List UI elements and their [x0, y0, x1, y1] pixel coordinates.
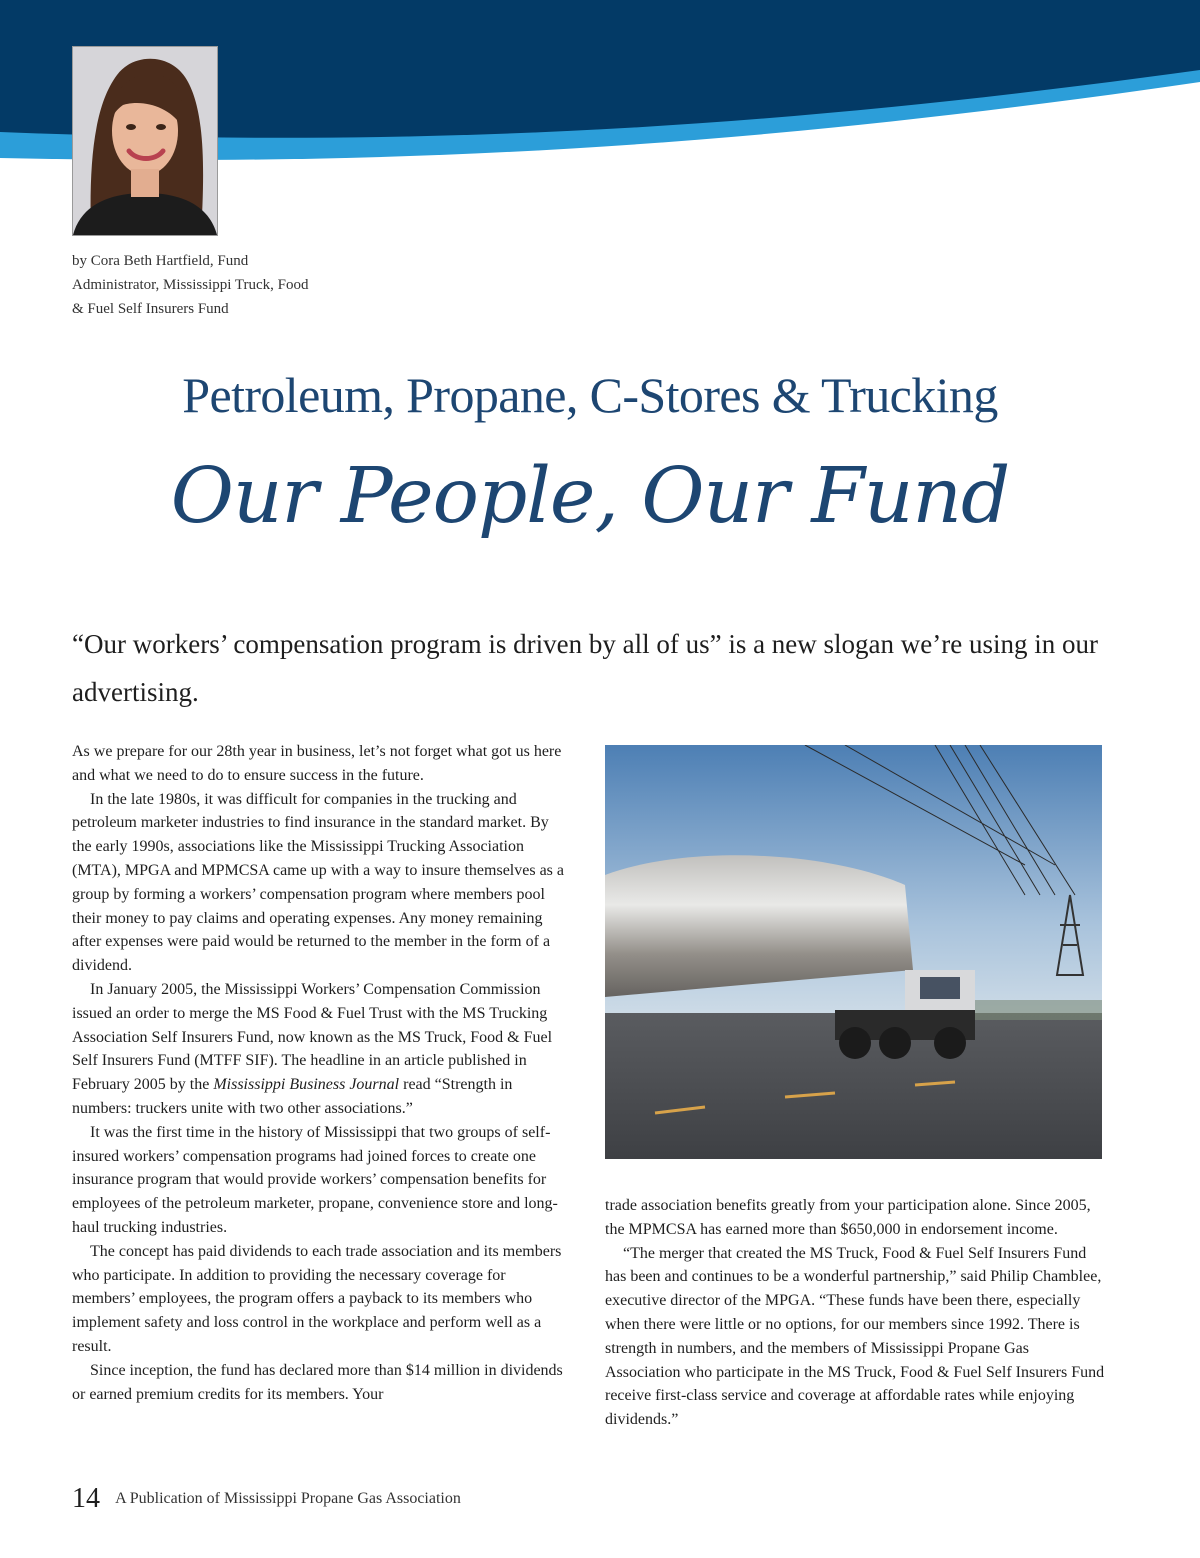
body-paragraph	[72, 978, 572, 1121]
body-text: In January 2005, the Mississippi Workers’ Compensation Commission issued an order to merge the MS Food & Fuel Trust with the MS Trucking Association Self Insurers Fund, now known as the MS Truck, Food & Fuel Self Insurers Fund (MTFF SIF). The headline in an article published in February 2005 by the	[72, 980, 553, 1094]
page-number: 14	[72, 1483, 100, 1514]
article-headline: Our People, Our Fund	[170, 452, 1010, 541]
article-lede: “Our workers’ compensation program is driven by all of us” is a new slogan we’re using in our advertising.	[72, 629, 1098, 707]
author-portrait-illustration	[73, 47, 217, 235]
body-paragraph: trade association benefits greatly from your participation alone. Since 2005, the MPMCSA has earned more than $650,000 in endorsement income.	[605, 1197, 1091, 1238]
author-byline: by Cora Beth Hartfield, Fund Administrator, Mississippi Truck, Food & Fuel Self Insurers Fund	[72, 253, 309, 317]
publication-title: Mississippi Business Journal	[213, 1076, 400, 1094]
article-column-left	[72, 740, 572, 1406]
article-kicker: Petroleum, Propane, C-Stores & Trucking	[182, 367, 998, 423]
body-paragraph: In the late 1980s, it was difficult for companies in the trucking and petroleum marketer industries to find insurance in the standard market. By the early 1990s, associations like the Mississippi Trucking Association (MTA), MPGA and MPMCSA came up with a way to insure themselves as a group by forming a workers’ compensation program where members pool their money to pay claims and operating expenses. Any money remaining after expenses were paid would be returned to the member in the form of a dividend.	[72, 790, 564, 975]
body-paragraph: As we prepare for our 28th year in business, let’s not forget what got us here and what we need to do to ensure success in the future.	[72, 743, 562, 784]
tanker-truck-photo	[605, 745, 1102, 1159]
body-paragraph: “The merger that created the MS Truck, Food & Fuel Self Insurers Fund has been and continues to be a wonderful partnership,” said Philip Chamblee, executive director of the MPGA. “These funds have been there, especially when there were little or no options, for our members since 1992. There is strength in numbers, and the members of Mississippi Propane Gas Association who participate in the MS Truck, Food & Fuel Self Insurers Fund receive first-class service and coverage at affordable rates while enjoying dividends.”	[605, 1244, 1105, 1429]
article-column-right	[605, 1194, 1105, 1432]
body-text: read “Strength in numbers: truckers unite with two other associations.”	[72, 1076, 513, 1117]
body-paragraph: The concept has paid dividends to each trade association and its members who participate. In addition to providing the necessary coverage for members’ employees, the program offers a payback to its members who implement safety and loss control in the workplace and perform well as a result.	[72, 1242, 562, 1355]
author-photo	[72, 46, 218, 236]
page-footer	[72, 1483, 772, 1515]
body-paragraph: Since inception, the fund has declared more than $14 million in dividends or earned premium credits for its members. Your	[72, 1361, 563, 1403]
publication-credit: A Publication of Mississippi Propane Gas Association	[115, 1490, 461, 1507]
body-paragraph: It was the first time in the history of Mississippi that two groups of self-insured workers’ compensation programs had joined forces to create one insurance program that would provide workers’ compensation benefits for employees of the petroleum marketer, propane, convenience store and long-haul trucking industries.	[72, 1123, 558, 1236]
